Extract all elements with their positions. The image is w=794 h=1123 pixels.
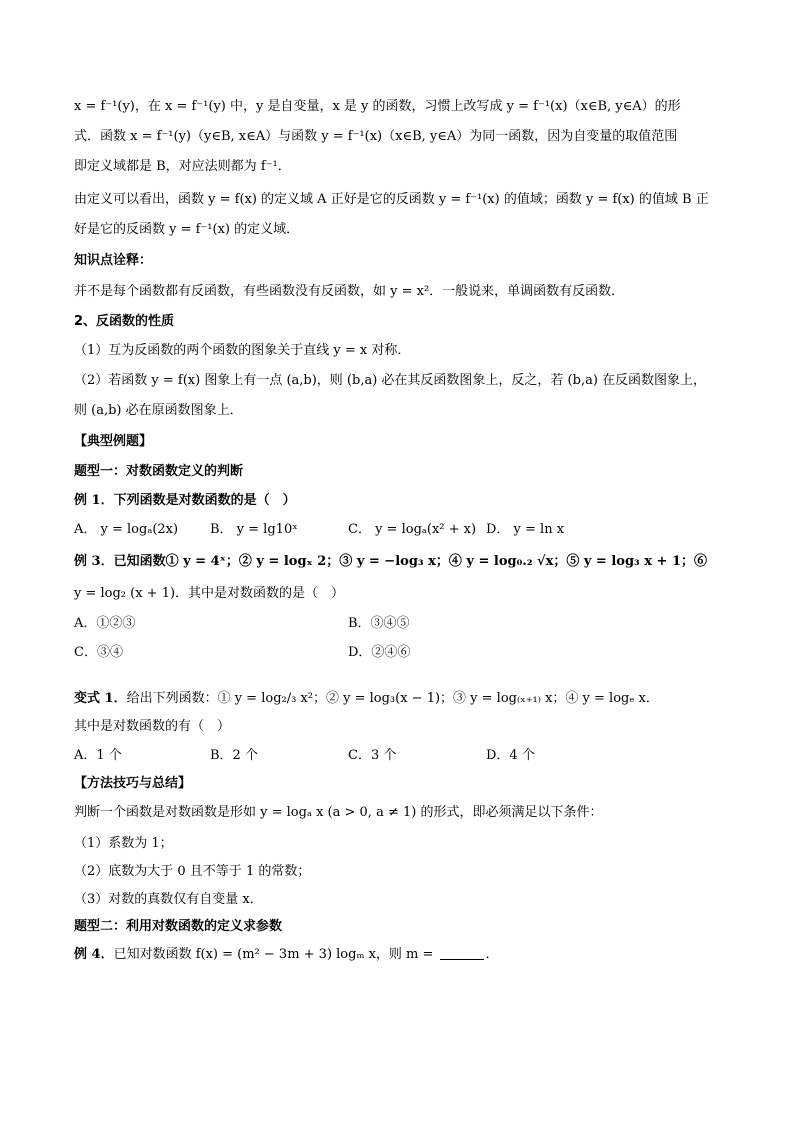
- answer-blank[interactable]: [440, 945, 484, 960]
- example-4-stem: [74, 944, 744, 966]
- option-d: D．②④⑥: [348, 645, 411, 660]
- section-heading: 【典型例题】: [74, 434, 153, 449]
- text-line: （1）互为反函数的两个函数的图象关于直线 y = x 对称．: [74, 343, 411, 358]
- example-3-stem: 例 3．已知函数① y = 4ˣ；② y = logₓ 2；③ y = −log₃ x；④ y = log₀.₂ √x；⑤ y = log₃ x + 1；⑥: [74, 554, 708, 569]
- text-line: （1）系数为 1；: [74, 836, 173, 851]
- option-b: B．2 个: [210, 748, 258, 763]
- text-line: 由定义可以看出，函数 y = f(x) 的定义域 A 正好是它的反函数 y = f⁻¹(x) 的值域；函数 y = f(x) 的值域 B 正: [74, 192, 709, 207]
- text-line: 并不是每个函数都有反函数，有些函数没有反函数，如 y = x²．一般说来，单调函数有反函数．: [74, 284, 625, 299]
- option-c: C．③④: [74, 645, 123, 660]
- section-heading: 2、反函数的性质: [74, 314, 175, 329]
- variant-1-options: [74, 745, 744, 769]
- section-heading: 【方法技巧与总结】: [74, 776, 192, 791]
- question-type-heading: 题型一：对数函数定义的判断: [74, 464, 244, 479]
- text-line: 判断一个函数是对数函数是形如 y = logₐ x (a > 0, a ≠ 1) 的形式，即必须满足以下条件：: [74, 805, 603, 820]
- option-d: D． y = ln x: [486, 522, 565, 537]
- option-d: D．4 个: [486, 748, 535, 763]
- example-4-end: ．: [485, 947, 499, 962]
- option-a: A．①②③: [74, 616, 136, 631]
- section-heading: 知识点诠释：: [74, 253, 153, 268]
- text-line: 即定义域都是 B，对应法则都为 f⁻¹．: [74, 159, 291, 174]
- variant-1-label: 变式 1．: [74, 691, 127, 706]
- text-line: （3）对数的真数仅有自变量 x．: [74, 892, 263, 907]
- option-b: B．③④⑤: [348, 616, 410, 631]
- option-c: C． y = logₐ(x² + x): [348, 522, 477, 537]
- example-1-stem: 例 1．下列函数是对数函数的是（ ）: [74, 493, 296, 508]
- example-4-text: 已知对数函数 f(x) = (m² − 3m + 3) logₘ x，则 m =: [113, 947, 438, 962]
- text-line: （2）底数为大于 0 且不等于 1 的常数；: [74, 864, 311, 879]
- text-line: 好是它的反函数 y = f⁻¹(x) 的定义域．: [74, 222, 300, 237]
- example-3-options-row-1: [74, 613, 744, 637]
- option-c: C．3 个: [348, 748, 397, 763]
- example-3-stem-cont: y = log₂ (x + 1)．其中是对数函数的是（ ）: [74, 586, 345, 601]
- text-line: 式．函数 x = f⁻¹(y)（y∈B, x∈A）与函数 y = f⁻¹(x)（x∈B, y∈A）为同一函数，因为自变量的取值范围: [74, 129, 678, 144]
- example-4-label: 例 4．: [74, 947, 114, 962]
- variant-1-stem: [74, 688, 744, 710]
- variant-1-question: 其中是对数函数的有（ ）: [74, 719, 231, 734]
- example-1-options: [74, 519, 744, 543]
- option-b: B． y = lg10ˣ: [210, 522, 298, 537]
- text-line: x = f⁻¹(y)，在 x = f⁻¹(y) 中，y 是自变量，x 是 y 的函数，习惯上改写成 y = f⁻¹(x)（x∈B, y∈A）的形: [74, 99, 681, 114]
- option-a: A． y = logₐ(2x): [74, 522, 179, 537]
- option-a: A．1 个: [74, 748, 122, 763]
- text-line: 则 (a,b) 必在原函数图象上．: [74, 403, 243, 418]
- variant-1-text: 给出下列函数：① y = log₂/₃ x²；② y = log₃(x − 1)；③ y = log₍ₓ₊₁₎ x；④ y = logₑ x．: [126, 691, 659, 706]
- text-line: （2）若函数 y = f(x) 图象上有一点 (a,b)，则 (b,a) 必在其反函数图象上，反之，若 (b,a) 在反函数图象上，: [74, 373, 707, 388]
- question-type-heading: 题型二：利用对数函数的定义求参数: [74, 919, 283, 934]
- example-3-options-row-2: [74, 642, 744, 666]
